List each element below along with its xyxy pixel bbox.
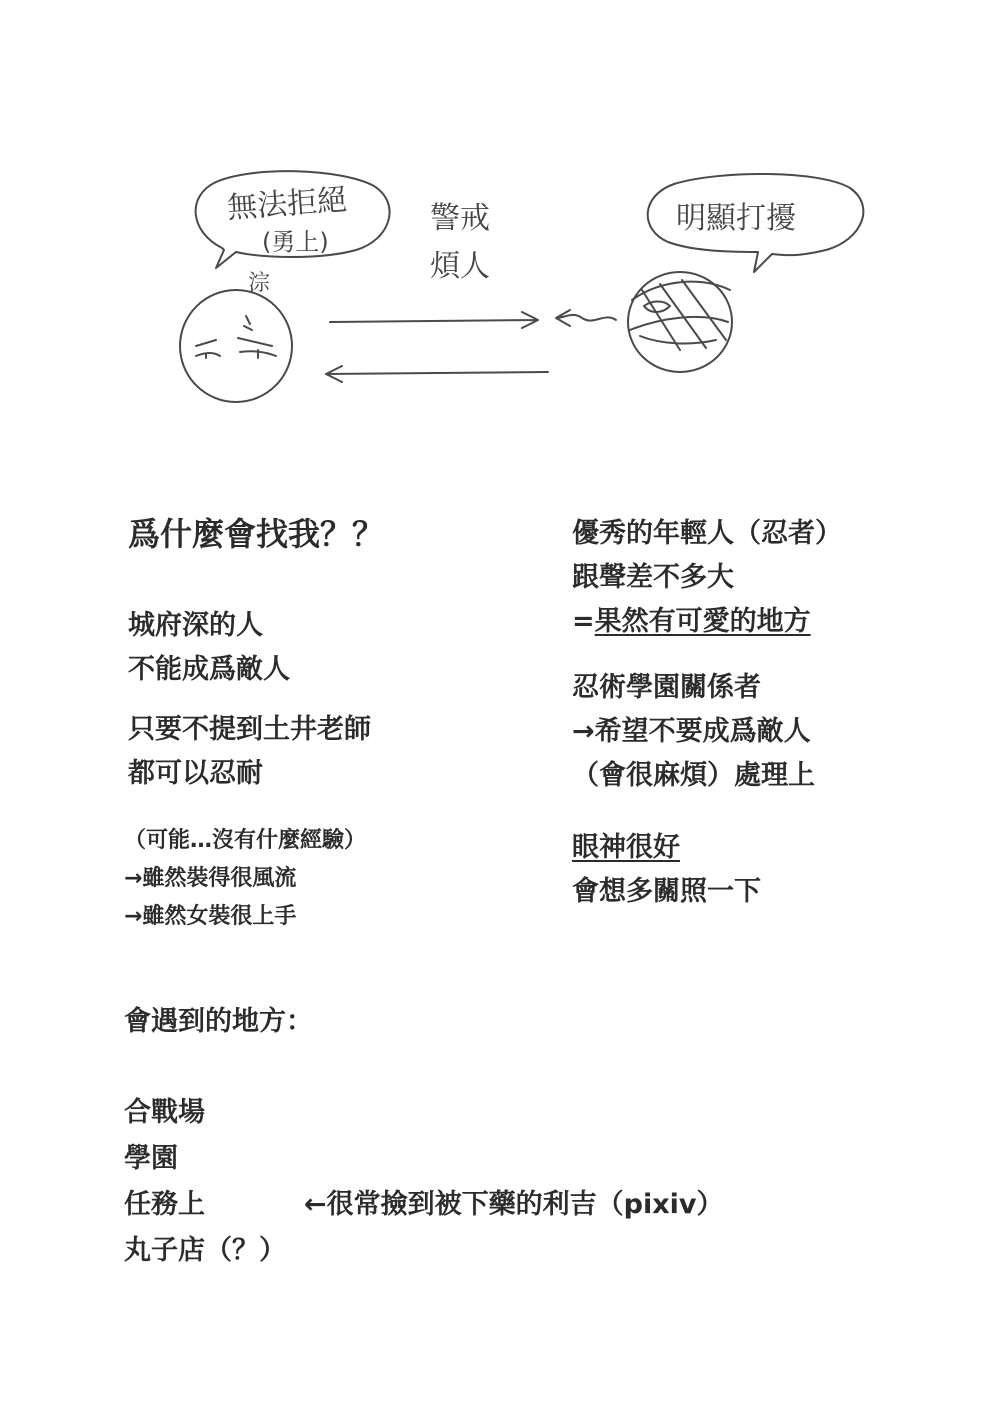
place-item: 學園 <box>124 1143 178 1174</box>
right-group-2-line: →希望不要成爲敵人 <box>572 716 811 747</box>
left-title: 爲什麼會找我？？ <box>128 515 385 553</box>
underlined-cute-text: 果然有可愛的地方 <box>594 606 811 637</box>
middle-text-2: 煩人 <box>430 249 490 284</box>
places-heading-block <box>124 1000 313 1044</box>
right-face-circle <box>628 272 732 372</box>
right-group-1-line: 優秀的年輕人（忍者） <box>572 518 842 549</box>
middle-text-1: 警戒 <box>430 201 490 236</box>
places-list <box>124 1090 286 1274</box>
left-group-3-line: →雖然女裝很上手 <box>124 904 297 929</box>
left-group-3-line: →雖然裝得很風流 <box>124 866 297 891</box>
left-group-1-line: 城府深的人 <box>128 610 263 641</box>
right-face-mask-lower <box>640 336 716 343</box>
places-heading: 會遇到的地方： <box>124 1006 313 1037</box>
right-group-1-equal-line <box>572 600 842 644</box>
sweat-mark: 淙 <box>248 271 271 296</box>
place-item: 任務上 <box>124 1189 205 1220</box>
underlined-eyes-text: 眼神很好 <box>572 832 680 863</box>
right-group-1-line: 跟聲差不多大 <box>572 562 734 593</box>
left-group-2 <box>128 708 371 796</box>
arrow-right <box>330 312 538 328</box>
right-group-3-line: 會想多關照一下 <box>572 876 761 907</box>
right-group-2 <box>572 666 815 798</box>
sketch-illustration <box>0 0 1000 460</box>
left-group-1-line: 不能成爲敵人 <box>128 654 290 685</box>
squiggle-arrow <box>556 310 616 326</box>
left-title-block <box>128 512 384 556</box>
right-group-3 <box>572 826 761 914</box>
left-bubble-text-2: (勇上) <box>262 228 329 256</box>
left-group-2-line: 都可以忍耐 <box>128 758 263 789</box>
left-group-3-line: （可能…沒有什麼經驗） <box>124 828 367 853</box>
left-bubble-text-1: 無法拒絕 <box>226 182 349 226</box>
left-group-1 <box>128 604 290 692</box>
places-note: ←很常撿到被下藥的利吉（pixiv） <box>304 1189 724 1220</box>
right-bubble-text: 明顯打擾 <box>676 201 796 236</box>
left-face-eyes <box>196 351 276 356</box>
left-face-mark <box>244 316 252 330</box>
left-group-2-line: 只要不提到土井老師 <box>128 714 371 745</box>
right-group-2-line: （會很麻煩）處理上 <box>572 760 815 791</box>
equal-sign: = <box>572 606 595 637</box>
right-group-1 <box>572 512 842 644</box>
places-note-block <box>304 1182 723 1228</box>
left-group-3 <box>124 822 366 936</box>
left-face-eyebrows <box>196 338 272 346</box>
place-item: 丸子店（？） <box>124 1235 286 1266</box>
place-item: 合戰場 <box>124 1097 205 1128</box>
arrow-left <box>326 366 548 382</box>
right-face-eye <box>644 302 670 313</box>
right-group-2-line: 忍術學園關係者 <box>572 672 761 703</box>
